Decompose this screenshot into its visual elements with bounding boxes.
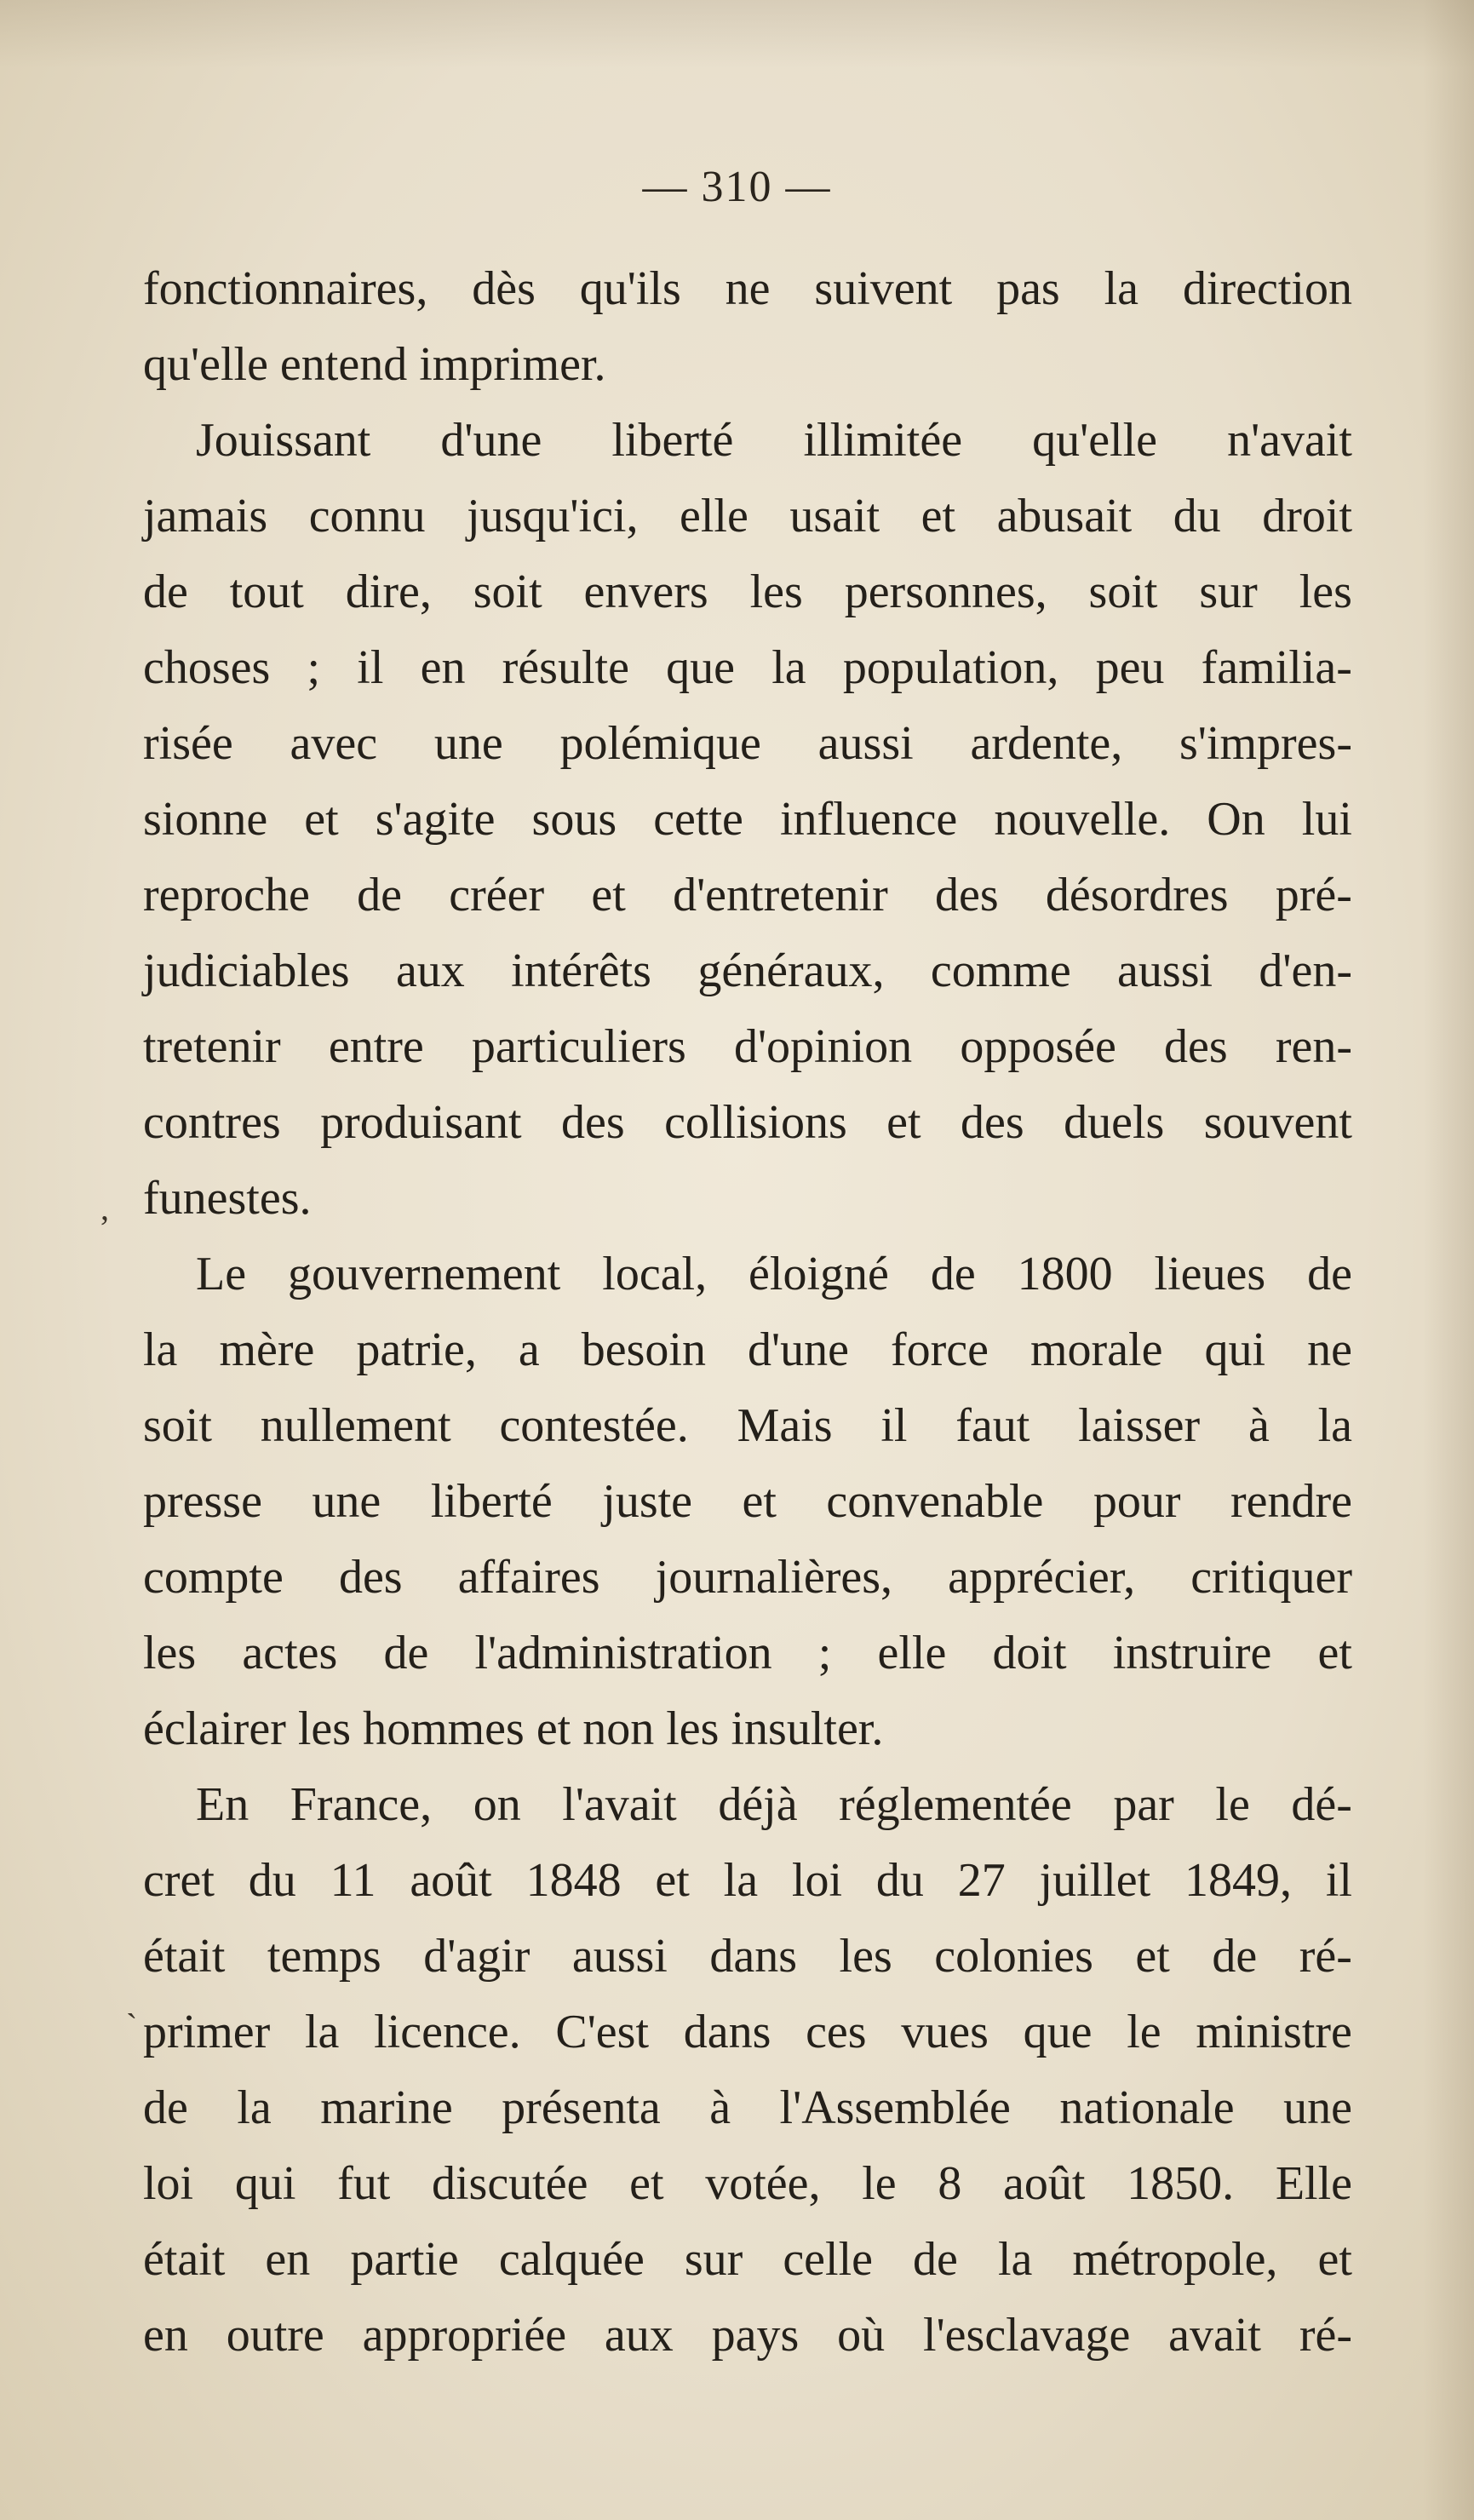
- text-line: En France, on l'avait déjà réglementée par le dé-: [196, 1778, 1352, 1831]
- body-text: [143, 251, 1352, 2374]
- text-line: était en partie calquée sur celle de la métropole, et: [143, 2233, 1352, 2286]
- text-line: contres produisant des collisions et des duels souvent: [143, 1096, 1352, 1149]
- text-line: risée avec une polémique aussi ardente, s'impres-: [143, 717, 1352, 770]
- text-line: fonctionnaires, dès qu'ils ne suivent pas la direction: [143, 262, 1352, 315]
- text-line: les actes de l'administration ; elle doit instruire et: [143, 1627, 1352, 1679]
- margin-mark: ,: [100, 1189, 109, 1227]
- text-line: funestes.: [143, 1172, 312, 1225]
- text-line: reproche de créer et d'entretenir des désordres pré-: [143, 869, 1352, 921]
- text-line: loi qui fut discutée et votée, le 8 août 1850. Elle: [143, 2157, 1352, 2210]
- text-line: compte des affaires journalières, apprécier, critiquer: [143, 1551, 1352, 1604]
- text-line: qu'elle entend imprimer.: [143, 338, 606, 391]
- text-line: en outre appropriée aux pays où l'esclavage avait ré-: [143, 2309, 1352, 2362]
- margin-mark: ˋ: [126, 2006, 138, 2045]
- text-line: la mère patrie, a besoin d'une force morale qui ne: [143, 1323, 1352, 1376]
- text-line: jamais connu jusqu'ici, elle usait et abusait du droit: [143, 490, 1352, 542]
- text-line: soit nullement contestée. Mais il faut laisser à la: [143, 1399, 1352, 1452]
- page-number: — 310 —: [642, 163, 832, 211]
- page-shadow-top: [0, 0, 1474, 68]
- text-line: Jouissant d'une liberté illimitée qu'elle n'avait: [196, 414, 1352, 467]
- text-line: sionne et s'agite sous cette influence nouvelle. On lui: [143, 793, 1352, 846]
- text-line: cret du 11 août 1848 et la loi du 27 juillet 1849, il: [143, 1854, 1352, 1907]
- page-shadow-right: [1423, 0, 1474, 2520]
- text-line: était temps d'agir aussi dans les colonies et de ré-: [143, 1930, 1352, 1983]
- text-line: de tout dire, soit envers les personnes, soit sur les: [143, 565, 1352, 618]
- text-line: presse une liberté juste et convenable pour rendre: [143, 1475, 1352, 1528]
- text-line: tretenir entre particuliers d'opinion opposée des ren-: [143, 1020, 1352, 1073]
- text-line: Le gouvernement local, éloigné de 1800 lieues de: [196, 1248, 1352, 1300]
- text-line: judiciables aux intérêts généraux, comme aussi d'en-: [143, 944, 1352, 997]
- text-line: de la marine présenta à l'Assemblée nationale une: [143, 2081, 1352, 2134]
- text-line: choses ; il en résulte que la population, peu familia-: [143, 641, 1352, 694]
- text-line: éclairer les hommes et non les insulter.: [143, 1702, 884, 1755]
- text-line: primer la licence. C'est dans ces vues que le ministre: [143, 2006, 1352, 2058]
